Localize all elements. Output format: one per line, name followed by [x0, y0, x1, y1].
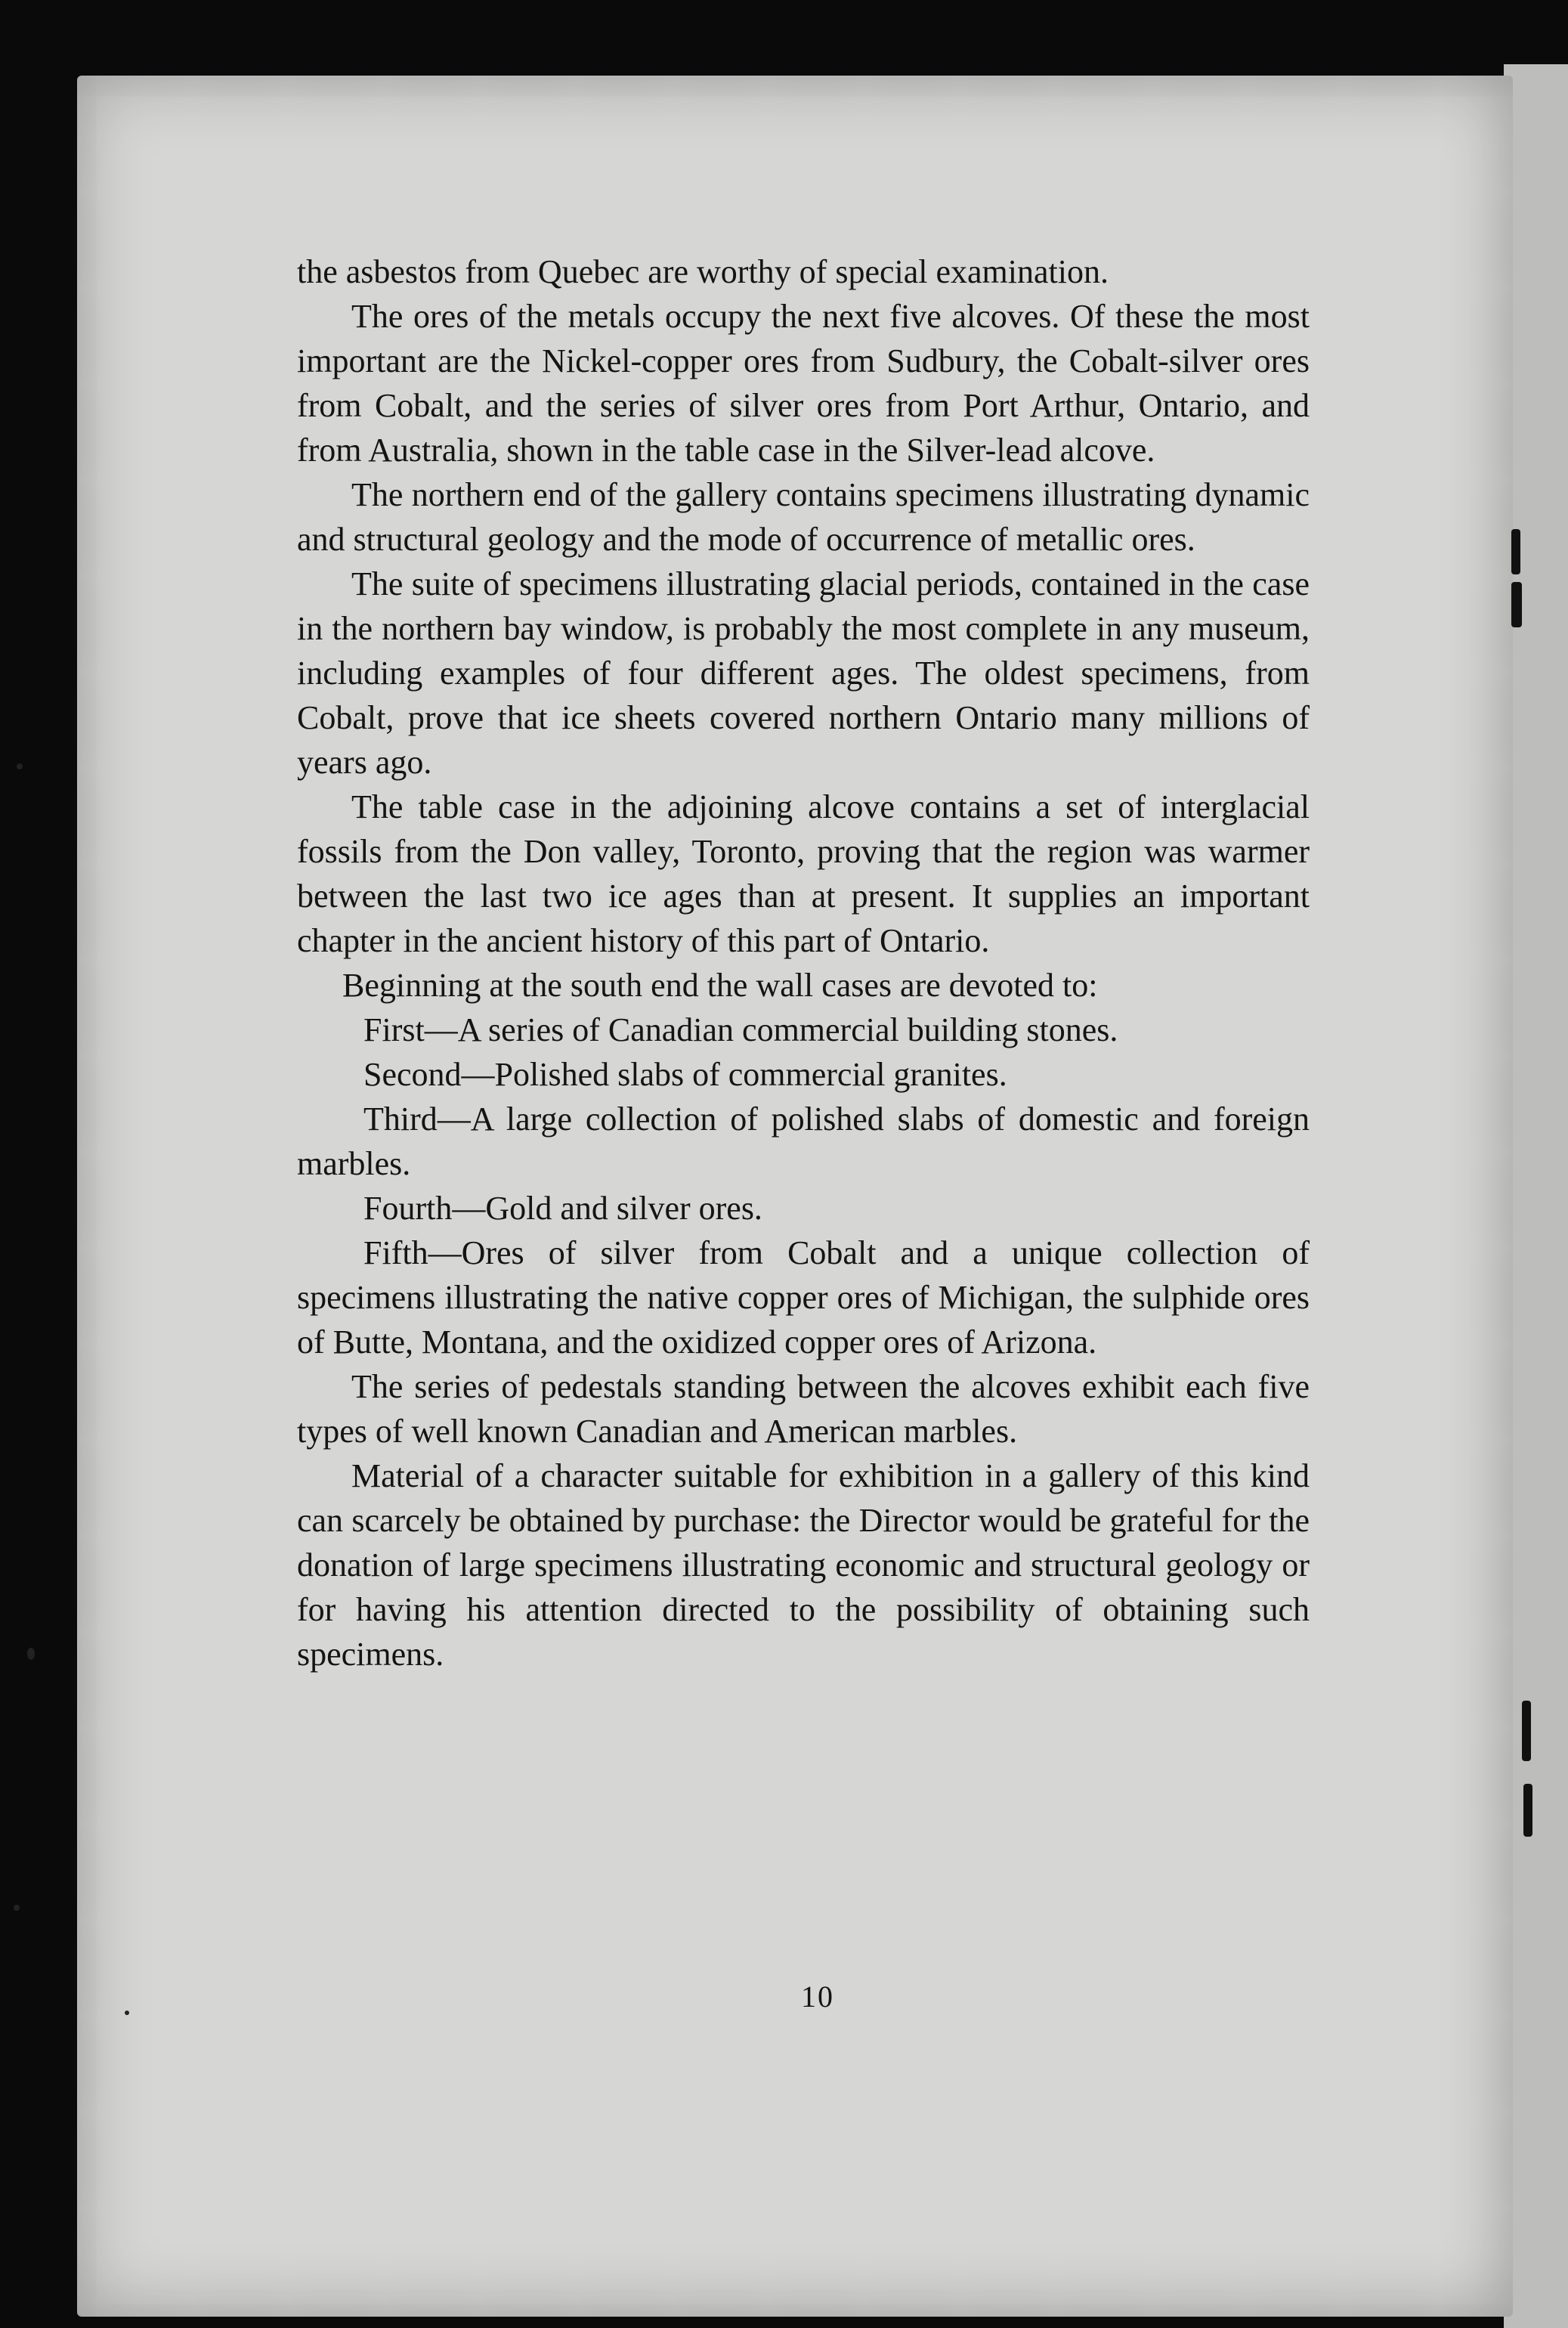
page-number: 10 [801, 1980, 834, 2014]
scan-speck [14, 1905, 20, 1911]
scan-speck [125, 2011, 129, 2015]
scan-speck [17, 763, 23, 769]
page-text [297, 249, 1310, 1676]
paragraph-material: Material of a character suitable for exhibition in a gallery of this kind can scarcely be obtained by purchase: the Director would be grateful for the donation of large specimens illustrating economic and structural geology or for having his attention directed to the possibility of obtaining such specimens. [297, 1457, 1310, 1673]
paragraph-pedestals: The series of pedestals standing between the alcoves exhibit each five types of well known Canadian and American marbles. [297, 1368, 1310, 1450]
paragraph-interglacial: The table case in the adjoining alcove contains a set of interglacial fossils from the Don valley, Toronto, proving that the region was warmer between the last two ice ages than at present. It supplies an important chapter in the ancient history of this part of Ontario. [297, 788, 1310, 959]
scan-artifact-mark [1523, 1784, 1532, 1837]
scan-speck [27, 1648, 35, 1660]
paragraph-glacial: The suite of specimens illustrating glacial periods, contained in the case in the northern bay window, is probably the most complete in any museum, including examples of four different ages. The oldest specimens, from Cobalt, prove that ice sheets covered northern Ontario many millions of years ago. [297, 565, 1310, 781]
paragraph-northern-end: The northern end of the gallery contains specimens illustrating dynamic and structural geology and the mode of occurrence of metallic ores. [297, 476, 1310, 558]
scan-artifact-mark [1522, 1701, 1531, 1761]
list-item-fifth: Fifth—Ores of silver from Cobalt and a unique collection of specimens illustrating the native copper ores of Michigan, the sulphide ores of Butte, Montana, and the oxidized copper ores of Arizona. [297, 1234, 1310, 1361]
paragraph-ores: The ores of the metals occupy the next five alcoves. Of these the most important are the Nickel-copper ores from Sudbury, the Cobalt-silver ores from Cobalt, and the series of silver ores from Port Arthur, Ontario, and from Australia, shown in the table case in the Silver-lead alcove. [297, 298, 1310, 469]
paragraph-wall-cases-intro: Beginning at the south end the wall cases are devoted to: [342, 967, 1098, 1004]
paragraph-asbestos: the asbestos from Quebec are worthy of special examination. [297, 253, 1109, 290]
scanner-edge-strip [1504, 64, 1568, 2328]
scan-artifact-mark [1511, 529, 1520, 574]
list-item-fourth: Fourth—Gold and silver ores. [363, 1190, 762, 1227]
scan-artifact-mark [1511, 582, 1522, 627]
list-item-first: First—A series of Canadian commercial building stones. [363, 1011, 1118, 1048]
list-item-third: Third—A large collection of polished slabs of domestic and foreign marbles. [297, 1101, 1310, 1182]
list-item-second: Second—Polished slabs of commercial granites. [363, 1056, 1007, 1093]
